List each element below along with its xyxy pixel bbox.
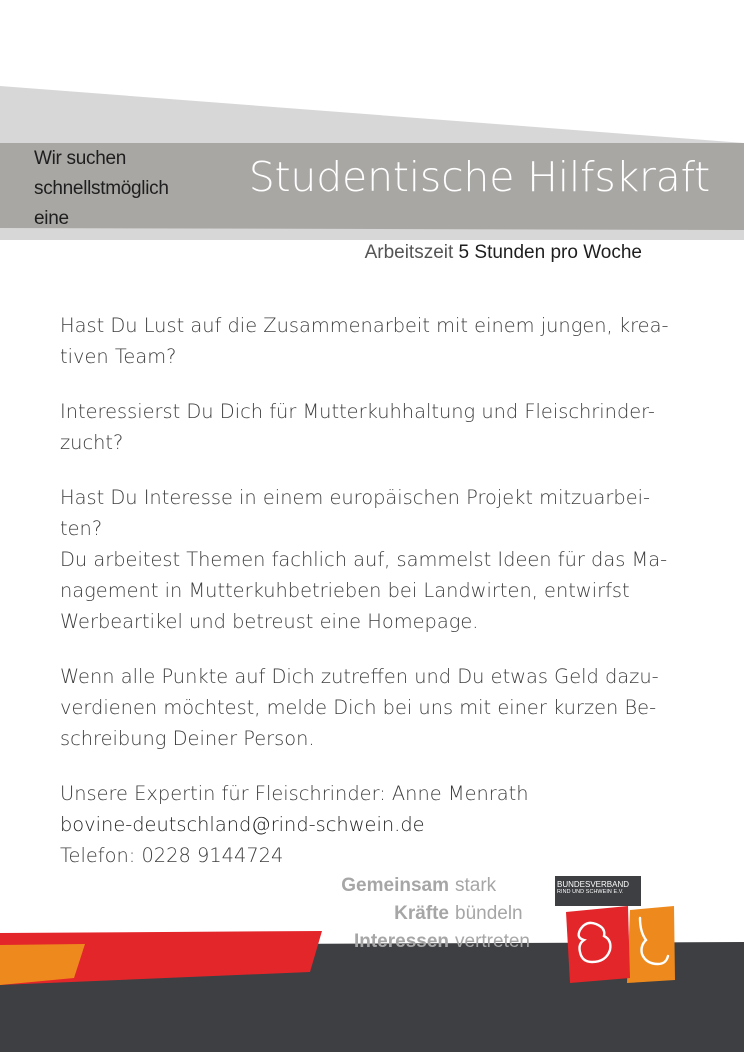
contact-block xyxy=(60,778,690,871)
slogan-light: bündeln xyxy=(455,903,523,924)
slogan-light: stark xyxy=(455,875,497,896)
contact-email-link[interactable]: bovine-deutschland@rind-schwein.de xyxy=(60,813,425,836)
logo-line-2: RIND UND SCHWEIN E.V. xyxy=(557,889,624,895)
text-line: nagement in Mutterkuhbetrieben bei Landwirten, entwirfst xyxy=(60,579,630,602)
text-line: verdienen möchtest, melde Dich bei uns mit einer kurzen Be- xyxy=(60,696,657,719)
slogan xyxy=(326,872,530,956)
paragraph-project xyxy=(60,482,690,637)
text-line: ten? xyxy=(60,517,103,540)
paragraph-apply xyxy=(60,661,690,754)
logo-wordmark xyxy=(557,880,641,896)
slogan-bold: Gemeinsam xyxy=(341,875,449,896)
text-line: Du arbeitest Themen fachlich auf, sammelst Ideen für das Ma- xyxy=(60,548,668,571)
worktime-line xyxy=(365,238,642,268)
intro-line: schnellstmöglich xyxy=(34,178,169,199)
logo-orange-square xyxy=(627,906,675,983)
slogan-row xyxy=(326,928,530,956)
job-description xyxy=(60,310,690,895)
paragraph-team xyxy=(60,310,690,372)
text-line: schreibung Deiner Person. xyxy=(60,727,315,750)
text-line: Hast Du Interesse in einem europäischen Projekt mitzuarbei- xyxy=(60,486,651,509)
worktime-label: Arbeitszeit xyxy=(364,242,454,263)
paragraph-interest xyxy=(60,396,690,458)
intro-text xyxy=(34,144,224,234)
slogan-bold: Kräfte xyxy=(394,903,449,924)
contact-phone: Telefon: 0228 9144724 xyxy=(60,844,284,867)
text-line: Interessierst Du Dich für Mutterkuhhaltung und Fleischrinder- xyxy=(60,400,655,423)
slogan-light: vertreten xyxy=(455,931,530,952)
slogan-bold: Interessen xyxy=(353,931,449,952)
logo-red-square xyxy=(566,906,630,983)
intro-line: eine xyxy=(34,208,69,229)
intro-line: Wir suchen xyxy=(34,148,127,169)
text-line: tiven Team? xyxy=(60,345,177,368)
slogan-row xyxy=(326,900,530,928)
page-title: Studentische Hilfskraft xyxy=(248,153,710,201)
contact-expert: Unsere Expertin für Fleischrinder: Anne Menrath xyxy=(60,782,529,805)
logo-line-1: BUNDESVERBAND xyxy=(557,880,630,889)
text-line: Wenn alle Punkte auf Dich zutreffen und Du etwas Geld dazu- xyxy=(60,665,659,688)
text-line: Hast Du Lust auf die Zusammenarbeit mit einem jungen, krea- xyxy=(60,314,669,337)
text-line: zucht? xyxy=(60,431,124,454)
slogan-row xyxy=(326,872,530,900)
worktime-value: 5 Stunden pro Woche xyxy=(458,242,642,263)
text-line: Werbeartikel und betreust eine Homepage. xyxy=(60,610,479,633)
